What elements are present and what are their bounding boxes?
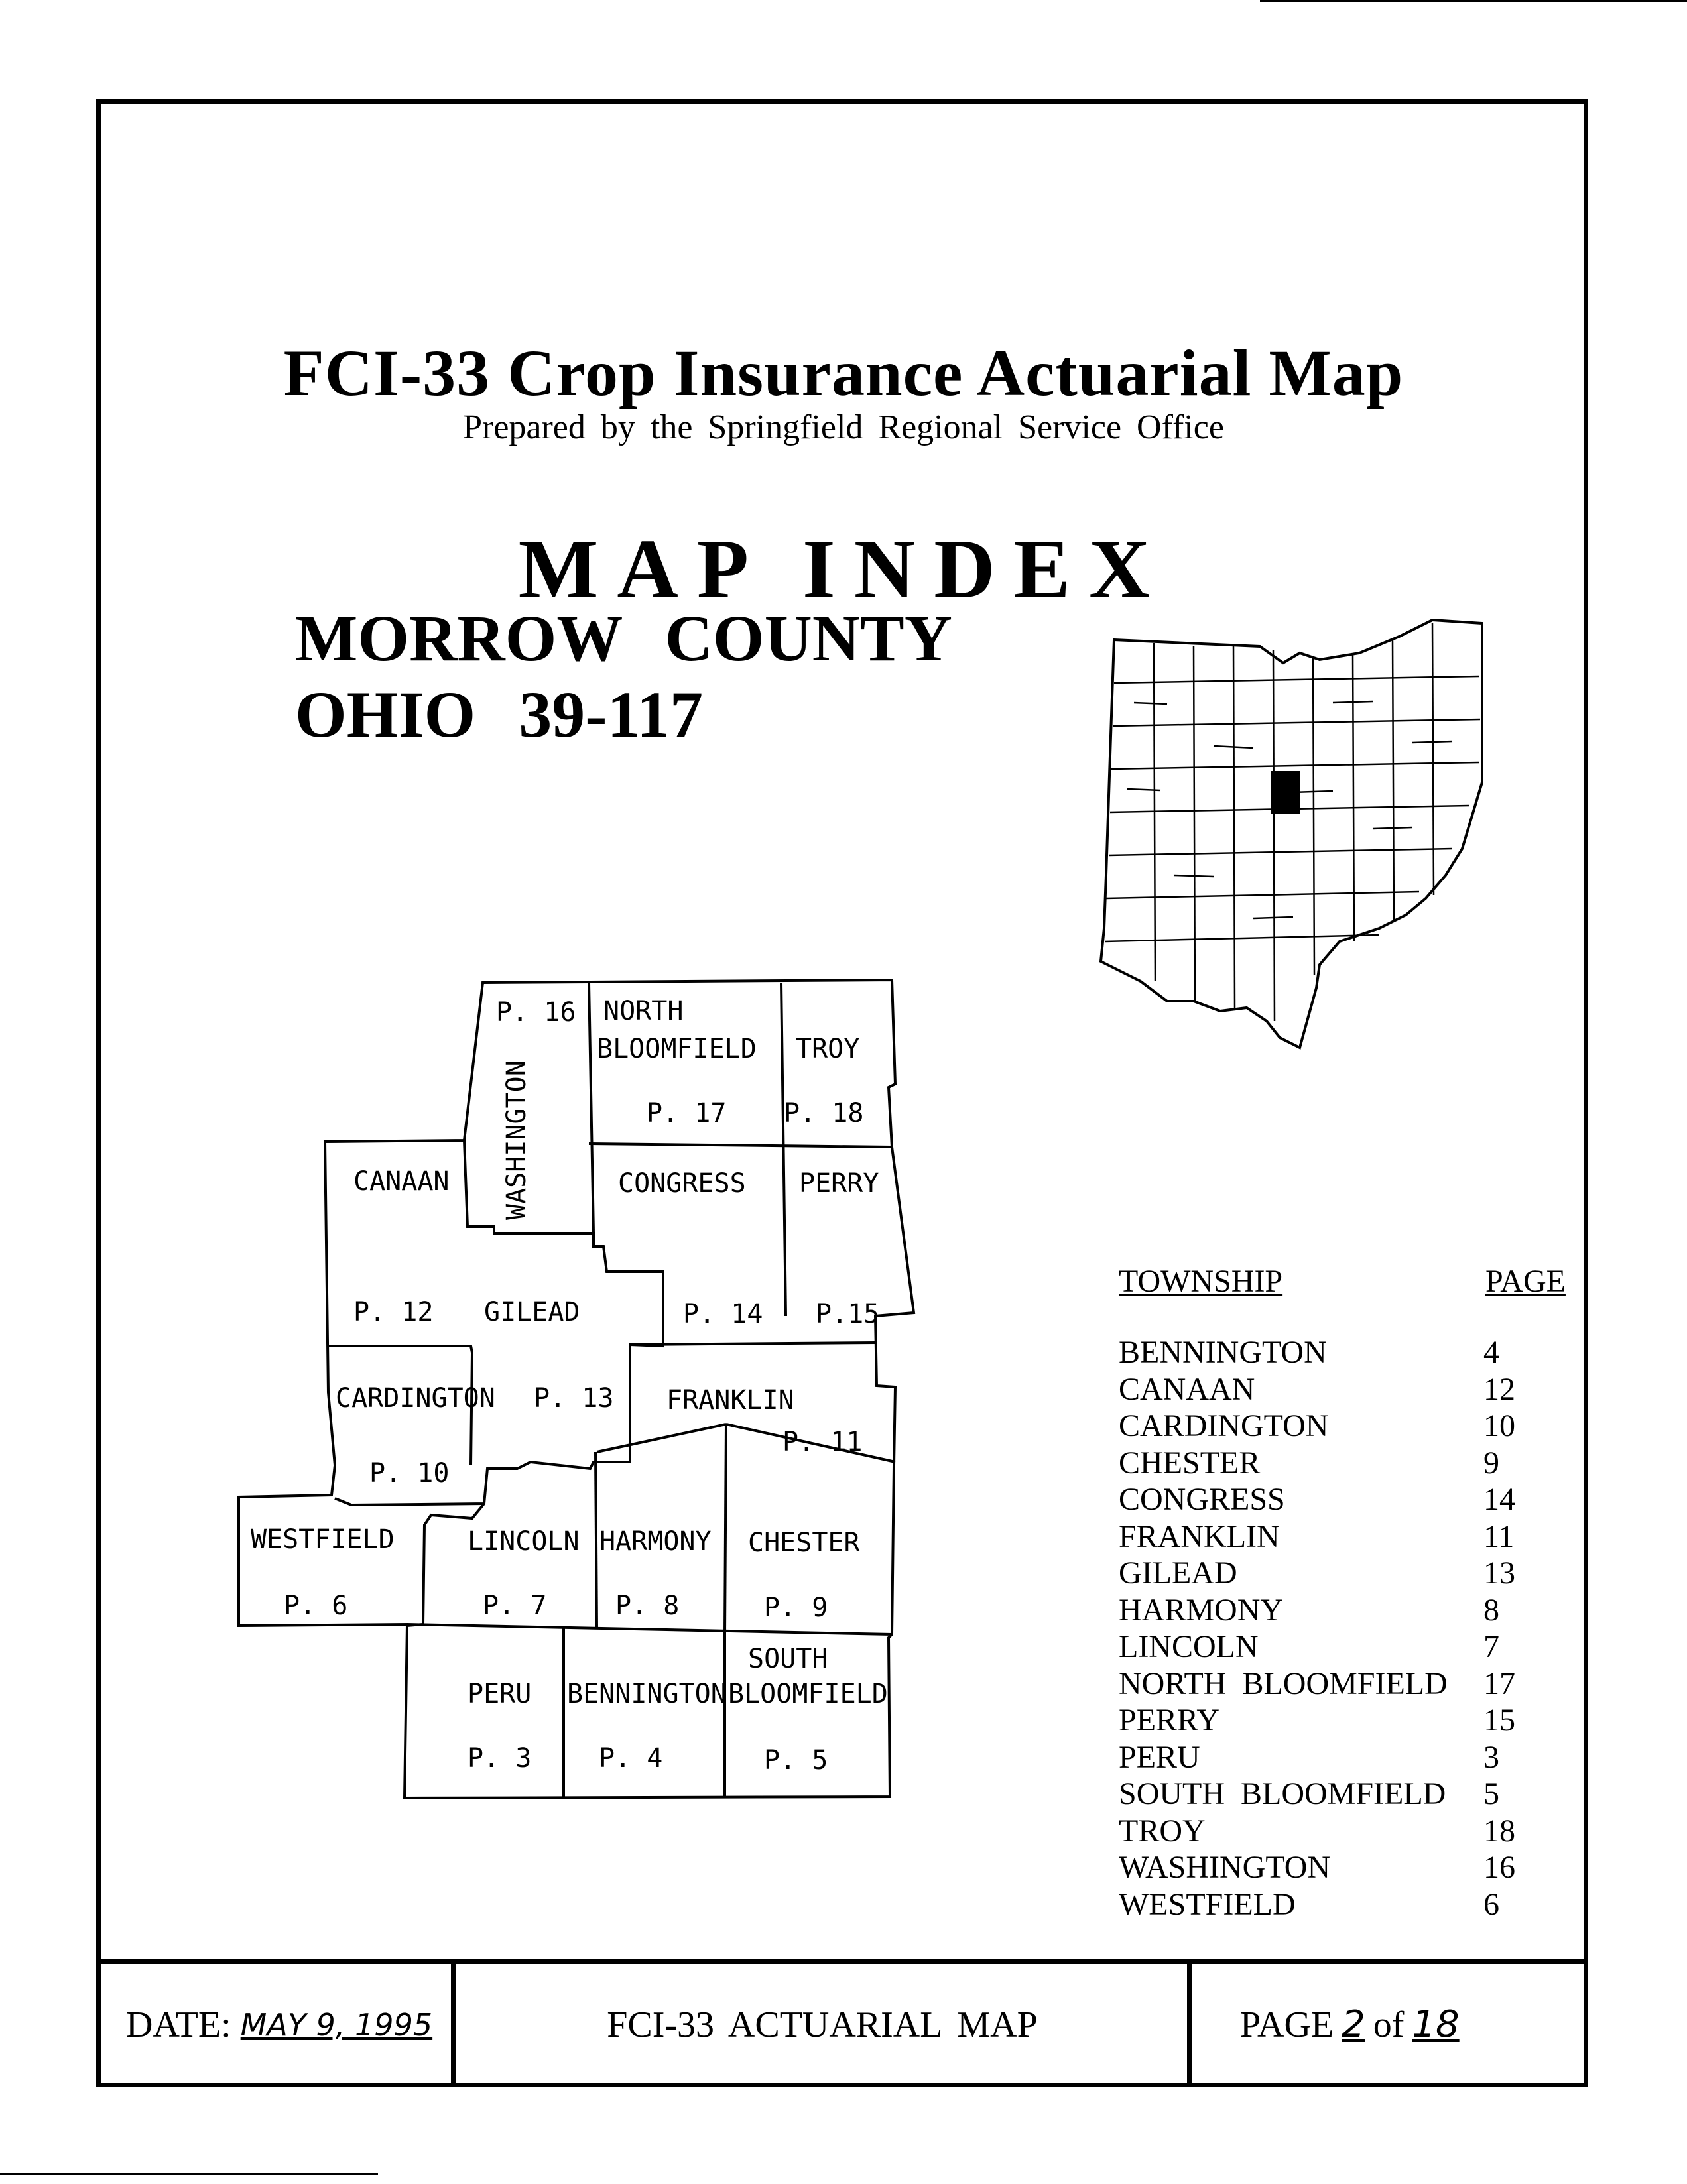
twp-label-north-bloomfield-page: P. 17	[647, 1098, 727, 1128]
twp-label-franklin: FRANKLIN	[666, 1385, 794, 1416]
page-list-header: PAGE	[1485, 1264, 1566, 1299]
township-page-column	[1483, 1334, 1515, 1923]
twp-label-washington-page: P. 16	[496, 997, 576, 1028]
county-name: MORROW COUNTY	[295, 601, 952, 675]
page-total: 18	[1412, 2003, 1460, 2046]
footer-map-name: FCI-33 ACTUARIAL MAP	[607, 2004, 1038, 2045]
index-title: MAP INDEX	[518, 522, 1169, 616]
twp-label-south-bloomfield-page: P. 5	[764, 1745, 828, 1776]
ohio-outline	[1101, 620, 1482, 1048]
list-item-page: 4	[1483, 1335, 1499, 1370]
twp-label-peru: PERU	[468, 1679, 532, 1709]
list-item: BENNINGTON	[1119, 1335, 1327, 1370]
county-township-map	[239, 980, 914, 1798]
list-item-page: 14	[1483, 1482, 1515, 1517]
page-current: 2	[1342, 2003, 1365, 2046]
twp-label-harmony: HARMONY	[599, 1526, 712, 1557]
footer-page	[1240, 1964, 1468, 2085]
page-of: of	[1373, 2004, 1405, 2045]
list-item-page: 9	[1483, 1445, 1499, 1481]
list-item: WASHINGTON	[1119, 1850, 1331, 1885]
twp-label-perry-page: P.15	[816, 1299, 880, 1329]
twp-label-westfield-page: P. 6	[284, 1591, 348, 1621]
list-item: WESTFIELD	[1119, 1886, 1296, 1922]
list-item: NORTH BLOOMFIELD	[1119, 1666, 1448, 1701]
list-item: CARDINGTON	[1119, 1408, 1329, 1443]
twp-label-gilead: GILEAD	[484, 1297, 580, 1327]
twp-label-chester: CHESTER	[748, 1528, 860, 1558]
list-item-page: 5	[1483, 1776, 1499, 1811]
twp-label-washington: WASHINGTON	[501, 1060, 532, 1220]
twp-label-troy: TROY	[796, 1034, 860, 1064]
date-label: DATE:	[126, 2004, 231, 2045]
list-item-page: 7	[1483, 1629, 1499, 1664]
twp-label-lincoln: LINCOLN	[468, 1526, 580, 1557]
list-item-page: 12	[1483, 1371, 1515, 1407]
twp-label-congress: CONGRESS	[618, 1168, 746, 1199]
list-item: CONGRESS	[1119, 1482, 1285, 1517]
list-item: SOUTH BLOOMFIELD	[1119, 1776, 1446, 1811]
twp-label-westfield: WESTFIELD	[251, 1524, 395, 1555]
twp-label-franklin-page: P. 11	[782, 1427, 863, 1457]
morrow-county-highlight	[1272, 772, 1298, 812]
twp-label-congress-page: P. 14	[683, 1299, 763, 1329]
list-item-page: 16	[1483, 1850, 1515, 1885]
twp-label-canaan: CANAAN	[353, 1166, 450, 1197]
twp-label-south-bloomfield-2: BLOOMFIELD	[728, 1679, 888, 1709]
list-item-page: 8	[1483, 1592, 1499, 1628]
list-item: LINCOLN	[1119, 1629, 1259, 1664]
list-item-page: 18	[1483, 1813, 1515, 1849]
list-item: PERU	[1119, 1739, 1200, 1775]
list-item: TROY	[1119, 1813, 1206, 1849]
footer-date	[126, 1964, 432, 2085]
state-code: OHIO 39-117	[295, 678, 704, 751]
list-item: CANAAN	[1119, 1371, 1255, 1407]
footer-divider	[1187, 1959, 1192, 2085]
twp-label-troy-page: P. 18	[784, 1098, 864, 1128]
page-label: PAGE	[1240, 2004, 1334, 2045]
list-item: PERRY	[1119, 1703, 1220, 1738]
list-item: FRANKLIN	[1119, 1518, 1280, 1554]
date-value: MAY 9, 1995	[240, 2006, 433, 2043]
twp-label-peru-page: P. 3	[468, 1743, 532, 1774]
list-item-page: 10	[1483, 1408, 1515, 1443]
footer-divider	[451, 1959, 456, 2085]
twp-label-bennington: BENNINGTON	[567, 1679, 727, 1709]
list-item: HARMONY	[1119, 1592, 1284, 1628]
twp-label-bennington-page: P. 4	[599, 1743, 663, 1774]
township-list-header: TOWNSHIP	[1119, 1264, 1283, 1299]
list-item: CHESTER	[1119, 1445, 1261, 1481]
list-item-page: 3	[1483, 1739, 1499, 1775]
list-item: GILEAD	[1119, 1555, 1237, 1591]
township-name-column	[1119, 1334, 1448, 1923]
twp-label-north-bloomfield: NORTH	[603, 996, 684, 1026]
list-item-page: 6	[1483, 1886, 1499, 1922]
twp-label-harmony-page: P. 8	[615, 1591, 680, 1621]
ohio-locator-map	[1101, 620, 1482, 1048]
township-labels	[251, 996, 888, 1776]
twp-label-cardington: CARDINGTON	[336, 1383, 495, 1414]
list-item-page: 13	[1483, 1555, 1515, 1591]
twp-label-gilead-page: P. 13	[534, 1383, 614, 1414]
list-item-page: 11	[1483, 1518, 1515, 1554]
twp-label-perry: PERRY	[799, 1168, 879, 1199]
twp-label-cardington-page: P. 10	[369, 1458, 450, 1488]
twp-label-north-bloomfield-2: BLOOMFIELD	[597, 1034, 757, 1064]
twp-label-lincoln-page: P. 7	[483, 1591, 547, 1621]
twp-label-chester-page: P. 9	[764, 1593, 828, 1623]
subtitle: Prepared by the Springfield Regional Service Office	[463, 408, 1224, 446]
twp-label-canaan-page: P. 12	[353, 1297, 434, 1327]
list-item-page: 15	[1483, 1703, 1515, 1738]
list-item-page: 17	[1483, 1666, 1515, 1701]
main-title: FCI-33 Crop Insurance Actuarial Map	[283, 336, 1404, 410]
twp-label-south-bloomfield: SOUTH	[748, 1644, 828, 1674]
